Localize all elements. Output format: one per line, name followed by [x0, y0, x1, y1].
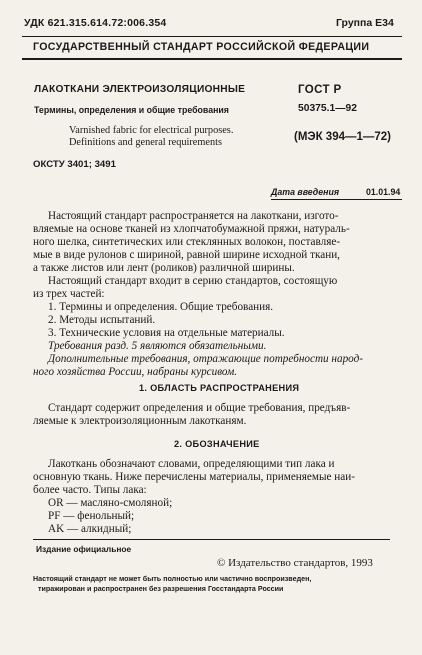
document-subtitle: Термины, определения и общие требования	[34, 105, 229, 115]
okstu-code: ОКСТУ 3401; 3491	[33, 159, 116, 170]
section-1-line: Стандарт содержит определения и общие требования, предъяв-	[48, 402, 351, 414]
intro-line: мые в виде рулонов с шириной, равной ширине исходной ткани,	[33, 249, 340, 261]
iec-reference: (МЭК 394—1—72)	[294, 131, 392, 143]
intro-line: из трех частей:	[33, 288, 105, 300]
header-rule-bottom	[22, 58, 402, 60]
part-item: 3. Технические условия на отдельные материалы.	[48, 327, 285, 339]
reproduction-notice-line1: Настоящий стандарт не может быть полностью или частично воспроизведен,	[33, 575, 312, 583]
intro-line: вляемые на основе тканей из хлопчатобумажной пряжи, натураль-	[33, 223, 350, 235]
reproduction-notice-line2: тиражирован и распространен без разрешения Госстандарта России	[38, 585, 284, 593]
udk-code: УДК 621.315.614.72:006.354	[24, 17, 167, 29]
section-1-title: 1. ОБЛАСТЬ РАСПРОСТРАНЕНИЯ	[139, 383, 300, 393]
document-title: ЛАКОТКАНИ ЭЛЕКТРОИЗОЛЯЦИОННЫЕ	[34, 84, 246, 95]
state-standard-banner: ГОСУДАРСТВЕННЫЙ СТАНДАРТ РОССИЙСКОЙ ФЕДЕРАЦИИ	[33, 41, 370, 53]
footer-rule	[33, 539, 390, 540]
lacquer-type: PF — фенольный;	[48, 510, 135, 522]
section-2-line: более часто. Типы лака:	[33, 484, 147, 496]
section-1-line: ляемые к электроизоляционным лакотканям.	[33, 415, 247, 427]
copyright-notice: © Издательство стандартов, 1993	[217, 557, 373, 569]
group-code: Группа Е34	[336, 17, 394, 29]
section-2-line: основную ткань. Ниже перечислены материалы, применяемые наи-	[33, 471, 355, 483]
intro-date-value: 01.01.94	[366, 187, 401, 197]
section-2-title: 2. ОБОЗНАЧЕНИЕ	[174, 439, 260, 449]
official-edition-label: Издание официальное	[36, 544, 132, 554]
header-rule-top	[22, 36, 402, 37]
english-title-line2: Definitions and general requirements	[69, 137, 222, 148]
intro-line: а также листов или лент (роликов) различной ширины.	[33, 262, 295, 274]
intro-date-label: Дата введения	[271, 187, 340, 197]
mandatory-note: Требования разд. 5 являются обязательными.	[48, 340, 267, 352]
intro-line: Настоящий стандарт распространяется на лакоткани, изгото-	[48, 210, 339, 222]
part-item: 1. Термины и определения. Общие требования.	[48, 301, 274, 313]
section-2-line: Лакоткань обозначают словами, определяющими тип лака и	[48, 458, 335, 470]
date-underline	[271, 199, 402, 200]
additional-note: Дополнительные требования, отражающие потребности народ-	[48, 353, 363, 365]
part-item: 2. Методы испытаний.	[48, 314, 156, 326]
lacquer-type: OR — масляно-смоляной;	[48, 497, 173, 509]
additional-note: ного хозяйства России, набраны курсивом.	[33, 366, 238, 378]
english-title-line1: Varnished fabric for electrical purposes.	[69, 125, 234, 136]
lacquer-type: AK — алкидный;	[48, 523, 132, 535]
gost-label: ГОСТ Р	[298, 84, 342, 96]
intro-line: Настоящий стандарт входит в серию стандартов, состоящую	[48, 275, 338, 287]
gost-number: 50375.1—92	[298, 103, 357, 114]
intro-line: ного шелка, синтетических или стеклянных волокон, поставляе-	[33, 236, 341, 248]
